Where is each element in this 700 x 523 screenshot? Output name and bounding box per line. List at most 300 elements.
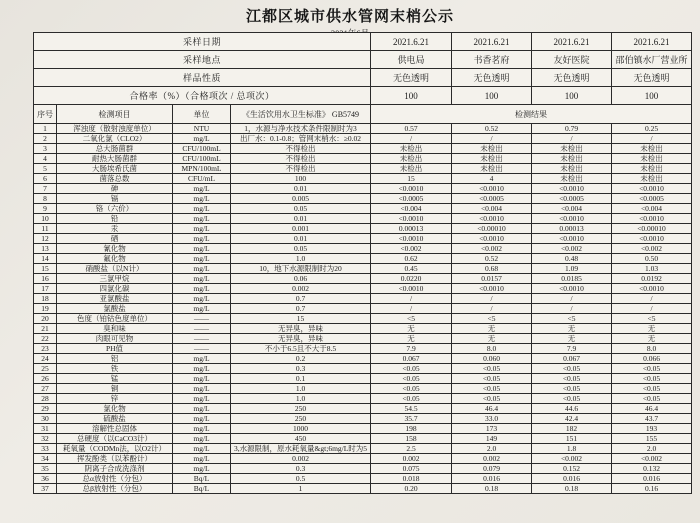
row-result: 无 — [371, 324, 452, 334]
row-item: 二氧化氯（CLO2） — [57, 134, 173, 144]
row-result: / — [612, 294, 692, 304]
table-row — [34, 294, 692, 304]
row-no: 23 — [34, 344, 57, 354]
row-standard: 10，地下水源限制时为20 — [231, 264, 371, 274]
sampling-location-value: 友好医院 — [532, 51, 612, 69]
table-row — [34, 304, 692, 314]
table-row — [34, 184, 692, 194]
row-unit: —— — [173, 314, 231, 324]
row-result: <0.0010 — [532, 234, 612, 244]
row-standard: 15 — [231, 314, 371, 324]
col-header-item: 检测项目 — [57, 105, 173, 124]
row-standard: 0.1 — [231, 374, 371, 384]
row-result: 0.16 — [612, 484, 692, 494]
table-row — [34, 374, 692, 384]
row-item: 耐热大肠菌群 — [57, 154, 173, 164]
row-no: 13 — [34, 244, 57, 254]
row-result: <0.0010 — [371, 284, 452, 294]
row-item: 镉 — [57, 194, 173, 204]
row-result: 1.03 — [612, 264, 692, 274]
row-item: 肉眼可见物 — [57, 334, 173, 344]
sample-property-value: 无色透明 — [532, 69, 612, 87]
row-item: 铬（六价） — [57, 204, 173, 214]
row-unit: mg/L — [173, 244, 231, 254]
page-title: 江都区城市供水管网末梢公示 — [245, 8, 454, 25]
row-unit: mg/L — [173, 274, 231, 284]
table-row — [34, 454, 692, 464]
row-unit: mg/L — [173, 374, 231, 384]
row-result: 0.152 — [532, 464, 612, 474]
row-result: <0.0010 — [612, 184, 692, 194]
row-no: 10 — [34, 214, 57, 224]
row-standard: 0.05 — [231, 204, 371, 214]
row-result: 未检出 — [532, 154, 612, 164]
row-standard: 不得检出 — [231, 164, 371, 174]
row-result: 8.0 — [612, 344, 692, 354]
row-item: 臭和味 — [57, 324, 173, 334]
row-result: 0.075 — [371, 464, 452, 474]
row-result: <0.05 — [612, 394, 692, 404]
row-item: 总β放射性（分包） — [57, 484, 173, 494]
row-no: 32 — [34, 434, 57, 444]
row-result: <0.05 — [371, 384, 452, 394]
row-result: / — [371, 294, 452, 304]
row-result: <5 — [371, 314, 452, 324]
row-no: 17 — [34, 284, 57, 294]
sampling-location-row — [34, 51, 692, 69]
table-row — [34, 404, 692, 414]
row-result: / — [612, 304, 692, 314]
row-result: 0.62 — [371, 254, 452, 264]
row-item: 四氯化碳 — [57, 284, 173, 294]
row-item: 氯化物 — [57, 404, 173, 414]
row-item: 锌 — [57, 394, 173, 404]
row-no: 22 — [34, 334, 57, 344]
row-item: 总硬度（以CaCO3计） — [57, 434, 173, 444]
row-result: 0.57 — [371, 124, 452, 134]
row-result: <0.0005 — [532, 194, 612, 204]
table-row — [34, 124, 692, 134]
row-result: <0.05 — [452, 394, 532, 404]
row-result: 0.20 — [371, 484, 452, 494]
col-header-standard: 《生活饮用水卫生标准》 GB5749 — [231, 105, 371, 124]
row-result: <0.05 — [371, 374, 452, 384]
row-result: 43.7 — [612, 414, 692, 424]
table-row — [34, 284, 692, 294]
row-result: 0.18 — [532, 484, 612, 494]
row-standard: 不得检出 — [231, 144, 371, 154]
row-result: <0.0010 — [532, 284, 612, 294]
row-standard: 0.7 — [231, 304, 371, 314]
row-standard: 不小于6.5且不大于8.5 — [231, 344, 371, 354]
row-no: 35 — [34, 464, 57, 474]
row-unit: mg/L — [173, 264, 231, 274]
row-no: 18 — [34, 294, 57, 304]
row-standard: 不得检出 — [231, 154, 371, 164]
row-result: <0.05 — [612, 384, 692, 394]
row-item: 总α放射性（分包） — [57, 474, 173, 484]
row-result: 无 — [532, 334, 612, 344]
col-header-no: 序号 — [34, 105, 57, 124]
row-item: 铅 — [57, 214, 173, 224]
table-row — [34, 154, 692, 164]
row-result: 0.50 — [612, 254, 692, 264]
sample-property-label: 样品性质 — [34, 69, 371, 87]
row-unit: CFU/100mL — [173, 154, 231, 164]
row-result: 1.09 — [532, 264, 612, 274]
row-result: 0.48 — [532, 254, 612, 264]
row-no: 2 — [34, 134, 57, 144]
row-result: / — [452, 294, 532, 304]
row-result: 无 — [532, 324, 612, 334]
row-result: 无 — [612, 334, 692, 344]
sampling-date-value: 2021.6.21 — [532, 33, 612, 51]
row-result: <0.002 — [532, 454, 612, 464]
row-result: 42.4 — [532, 414, 612, 424]
row-no: 19 — [34, 304, 57, 314]
row-standard: 450 — [231, 434, 371, 444]
table-row — [34, 244, 692, 254]
row-item: 氰化物 — [57, 244, 173, 254]
row-item: 阴离子合成洗涤剂 — [57, 464, 173, 474]
row-result: <0.002 — [612, 454, 692, 464]
row-item: 铝 — [57, 354, 173, 364]
row-result: 无 — [371, 334, 452, 344]
row-item: 亚氯酸盐 — [57, 294, 173, 304]
row-result: <0.0010 — [532, 184, 612, 194]
row-unit: mg/L — [173, 464, 231, 474]
row-result: 0.68 — [452, 264, 532, 274]
row-item: 砷 — [57, 184, 173, 194]
row-standard: 0.7 — [231, 294, 371, 304]
row-unit: mg/L — [173, 364, 231, 374]
row-result: <0.0010 — [612, 214, 692, 224]
sampling-date-value: 2021.6.21 — [612, 33, 692, 51]
row-no: 33 — [34, 444, 57, 454]
row-standard: 0.002 — [231, 454, 371, 464]
row-unit: mg/L — [173, 254, 231, 264]
row-unit: mg/L — [173, 394, 231, 404]
row-standard: 0.3 — [231, 464, 371, 474]
row-standard: 0.05 — [231, 244, 371, 254]
row-result: 0.079 — [452, 464, 532, 474]
row-standard: 0.01 — [231, 234, 371, 244]
row-result: 未检出 — [452, 164, 532, 174]
row-unit: —— — [173, 344, 231, 354]
sampling-location-value: 邵伯镇水厂营业所 — [612, 51, 692, 69]
col-header-results: 检测结果 — [371, 105, 692, 124]
row-result: <0.004 — [532, 204, 612, 214]
sampling-date-label: 采样日期 — [34, 33, 371, 51]
row-unit: mg/L — [173, 224, 231, 234]
row-result: / — [452, 134, 532, 144]
row-result: 无 — [452, 334, 532, 344]
row-no: 6 — [34, 174, 57, 184]
row-result: 0.132 — [612, 464, 692, 474]
column-header-row — [34, 105, 692, 124]
row-result: 44.6 — [532, 404, 612, 414]
table-row — [34, 354, 692, 364]
row-result: 0.00013 — [532, 224, 612, 234]
table-row — [34, 474, 692, 484]
row-unit: CFU/100mL — [173, 144, 231, 154]
row-result: 0.45 — [371, 264, 452, 274]
table-row — [34, 444, 692, 454]
row-unit: mg/L — [173, 294, 231, 304]
row-no: 14 — [34, 254, 57, 264]
row-result: 未检出 — [612, 154, 692, 164]
row-result: 54.5 — [371, 404, 452, 414]
table-row — [34, 164, 692, 174]
row-result: <0.0005 — [452, 194, 532, 204]
row-unit: mg/L — [173, 184, 231, 194]
table-row — [34, 314, 692, 324]
row-result: 0.016 — [612, 474, 692, 484]
row-result: <0.00010 — [612, 224, 692, 234]
row-result: 0.0185 — [532, 274, 612, 284]
table-row — [34, 264, 692, 274]
table-row — [34, 224, 692, 234]
row-unit: mg/L — [173, 234, 231, 244]
row-no: 12 — [34, 234, 57, 244]
row-item: 耗氧量（CODMn法，以O2计） — [57, 444, 173, 454]
row-unit: mg/L — [173, 454, 231, 464]
table-row — [34, 334, 692, 344]
row-result: <0.0010 — [452, 214, 532, 224]
row-no: 26 — [34, 374, 57, 384]
row-result: 0.18 — [452, 484, 532, 494]
row-unit: mg/L — [173, 384, 231, 394]
water-quality-table — [33, 32, 692, 494]
row-unit: mg/L — [173, 424, 231, 434]
row-item: 浑浊度（散射浊度单位） — [57, 124, 173, 134]
table-row — [34, 364, 692, 374]
row-result: / — [612, 134, 692, 144]
row-no: 28 — [34, 394, 57, 404]
table-row — [34, 344, 692, 354]
row-result: 未检出 — [532, 164, 612, 174]
row-standard: 0.3 — [231, 364, 371, 374]
row-result: <0.0010 — [612, 234, 692, 244]
row-item: 锰 — [57, 374, 173, 384]
row-item: 色度（铂钴色度单位） — [57, 314, 173, 324]
row-result: 2.0 — [612, 444, 692, 454]
row-standard: 1，水源与净水技术条件限制时为3 — [231, 124, 371, 134]
row-no: 11 — [34, 224, 57, 234]
row-unit: mg/L — [173, 194, 231, 204]
row-result: 未检出 — [371, 154, 452, 164]
row-standard: 出厂水：0.1-0.8；管网末梢水：≥0.02 — [231, 134, 371, 144]
row-result: 无 — [612, 324, 692, 334]
row-item: 挥发酚类（以苯酚计） — [57, 454, 173, 464]
row-unit: CFU/mL — [173, 174, 231, 184]
row-no: 31 — [34, 424, 57, 434]
row-unit: mg/L — [173, 304, 231, 314]
table-row — [34, 254, 692, 264]
row-result: 0.00013 — [371, 224, 452, 234]
row-result: 未检出 — [532, 174, 612, 184]
sample-property-value: 无色透明 — [612, 69, 692, 87]
row-result: 2.5 — [371, 444, 452, 454]
row-item: 溶解性总固体 — [57, 424, 173, 434]
row-result: <0.0010 — [452, 234, 532, 244]
table-row — [34, 414, 692, 424]
table-row — [34, 384, 692, 394]
row-result: 0.060 — [452, 354, 532, 364]
row-result: 46.4 — [452, 404, 532, 414]
row-result: <5 — [452, 314, 532, 324]
row-result: 33.0 — [452, 414, 532, 424]
row-result: 未检出 — [532, 144, 612, 154]
table-row — [34, 134, 692, 144]
row-standard: 250 — [231, 414, 371, 424]
table-row — [34, 274, 692, 284]
row-no: 25 — [34, 364, 57, 374]
row-no: 9 — [34, 204, 57, 214]
row-standard: 0.06 — [231, 274, 371, 284]
row-item: 氟化物 — [57, 254, 173, 264]
row-result: / — [452, 304, 532, 314]
row-result: 2.0 — [452, 444, 532, 454]
table-row — [34, 434, 692, 444]
row-result: <0.05 — [612, 374, 692, 384]
pass-rate-label: 合格率（%）（合格项次 / 总项次） — [34, 87, 371, 105]
sampling-location-label: 采样地点 — [34, 51, 371, 69]
row-item: 硝酸盐（以N计） — [57, 264, 173, 274]
pass-rate-value: 100 — [452, 87, 532, 105]
row-result: 4 — [452, 174, 532, 184]
pass-rate-value: 100 — [532, 87, 612, 105]
row-standard: 0.005 — [231, 194, 371, 204]
row-unit: —— — [173, 334, 231, 344]
row-unit: Bq/L — [173, 484, 231, 494]
row-no: 34 — [34, 454, 57, 464]
sampling-date-value: 2021.6.21 — [371, 33, 452, 51]
row-result: 193 — [612, 424, 692, 434]
sampling-date-value: 2021.6.21 — [452, 33, 532, 51]
row-result: 0.25 — [612, 124, 692, 134]
pass-rate-row — [34, 87, 692, 105]
table-row — [34, 204, 692, 214]
row-result: 155 — [612, 434, 692, 444]
row-unit: mg/L — [173, 354, 231, 364]
row-result: <5 — [532, 314, 612, 324]
row-unit: mg/L — [173, 444, 231, 454]
row-unit: mg/L — [173, 434, 231, 444]
row-unit: mg/L — [173, 414, 231, 424]
row-result: <0.0005 — [612, 194, 692, 204]
table-row — [34, 424, 692, 434]
row-result: 未检出 — [612, 164, 692, 174]
row-unit: mg/L — [173, 214, 231, 224]
row-result: 35.7 — [371, 414, 452, 424]
table-row — [34, 194, 692, 204]
row-unit: mg/L — [173, 404, 231, 414]
row-result: <0.0010 — [612, 284, 692, 294]
row-result: / — [371, 304, 452, 314]
row-item: 大肠埃希氏菌 — [57, 164, 173, 174]
row-result: <0.05 — [371, 364, 452, 374]
table-row — [34, 484, 692, 494]
row-unit: Bq/L — [173, 474, 231, 484]
row-no: 24 — [34, 354, 57, 364]
row-unit: MPN/100mL — [173, 164, 231, 174]
row-standard: 250 — [231, 404, 371, 414]
row-result: 7.9 — [532, 344, 612, 354]
row-result: <0.0005 — [371, 194, 452, 204]
row-result: <0.0010 — [371, 234, 452, 244]
row-result: 0.002 — [371, 454, 452, 464]
row-result: 198 — [371, 424, 452, 434]
row-no: 37 — [34, 484, 57, 494]
row-result: <0.05 — [532, 364, 612, 374]
row-result: 未检出 — [371, 144, 452, 154]
row-standard: 0.5 — [231, 474, 371, 484]
row-item: 总大肠菌群 — [57, 144, 173, 154]
row-standard: 1 — [231, 484, 371, 494]
table-row — [34, 394, 692, 404]
row-result: 0.066 — [612, 354, 692, 364]
row-no: 20 — [34, 314, 57, 324]
row-no: 30 — [34, 414, 57, 424]
row-unit: mg/L — [173, 204, 231, 214]
sample-property-value: 无色透明 — [452, 69, 532, 87]
row-result: / — [532, 304, 612, 314]
sampling-location-value: 书香茗府 — [452, 51, 532, 69]
row-result: 7.9 — [371, 344, 452, 354]
pass-rate-value: 100 — [612, 87, 692, 105]
row-unit: mg/L — [173, 134, 231, 144]
col-header-unit: 单位 — [173, 105, 231, 124]
row-no: 27 — [34, 384, 57, 394]
row-no: 36 — [34, 474, 57, 484]
row-result: 182 — [532, 424, 612, 434]
row-result: <0.05 — [532, 384, 612, 394]
row-no: 5 — [34, 164, 57, 174]
row-result: 0.0192 — [612, 274, 692, 284]
sample-property-row — [34, 69, 692, 87]
row-result: 149 — [452, 434, 532, 444]
table-row — [34, 214, 692, 224]
row-no: 21 — [34, 324, 57, 334]
sample-property-value: 无色透明 — [371, 69, 452, 87]
row-result: <0.05 — [452, 364, 532, 374]
row-item: 铁 — [57, 364, 173, 374]
row-standard: 0.001 — [231, 224, 371, 234]
row-result: <0.05 — [452, 374, 532, 384]
row-result: / — [532, 134, 612, 144]
row-no: 8 — [34, 194, 57, 204]
row-result: 1.8 — [532, 444, 612, 454]
row-result: <0.05 — [612, 364, 692, 374]
row-result: 0.067 — [371, 354, 452, 364]
row-result: <0.05 — [532, 374, 612, 384]
table-row — [34, 174, 692, 184]
row-result: <0.004 — [371, 204, 452, 214]
sampling-location-value: 供电局 — [371, 51, 452, 69]
row-standard: 0.002 — [231, 284, 371, 294]
row-result: <0.002 — [452, 244, 532, 254]
row-no: 3 — [34, 144, 57, 154]
row-result: <0.002 — [612, 244, 692, 254]
row-result: <5 — [612, 314, 692, 324]
row-result: 158 — [371, 434, 452, 444]
row-result: <0.05 — [532, 394, 612, 404]
row-item: PH值 — [57, 344, 173, 354]
row-result: <0.002 — [371, 244, 452, 254]
row-item: 汞 — [57, 224, 173, 234]
table-row — [34, 234, 692, 244]
